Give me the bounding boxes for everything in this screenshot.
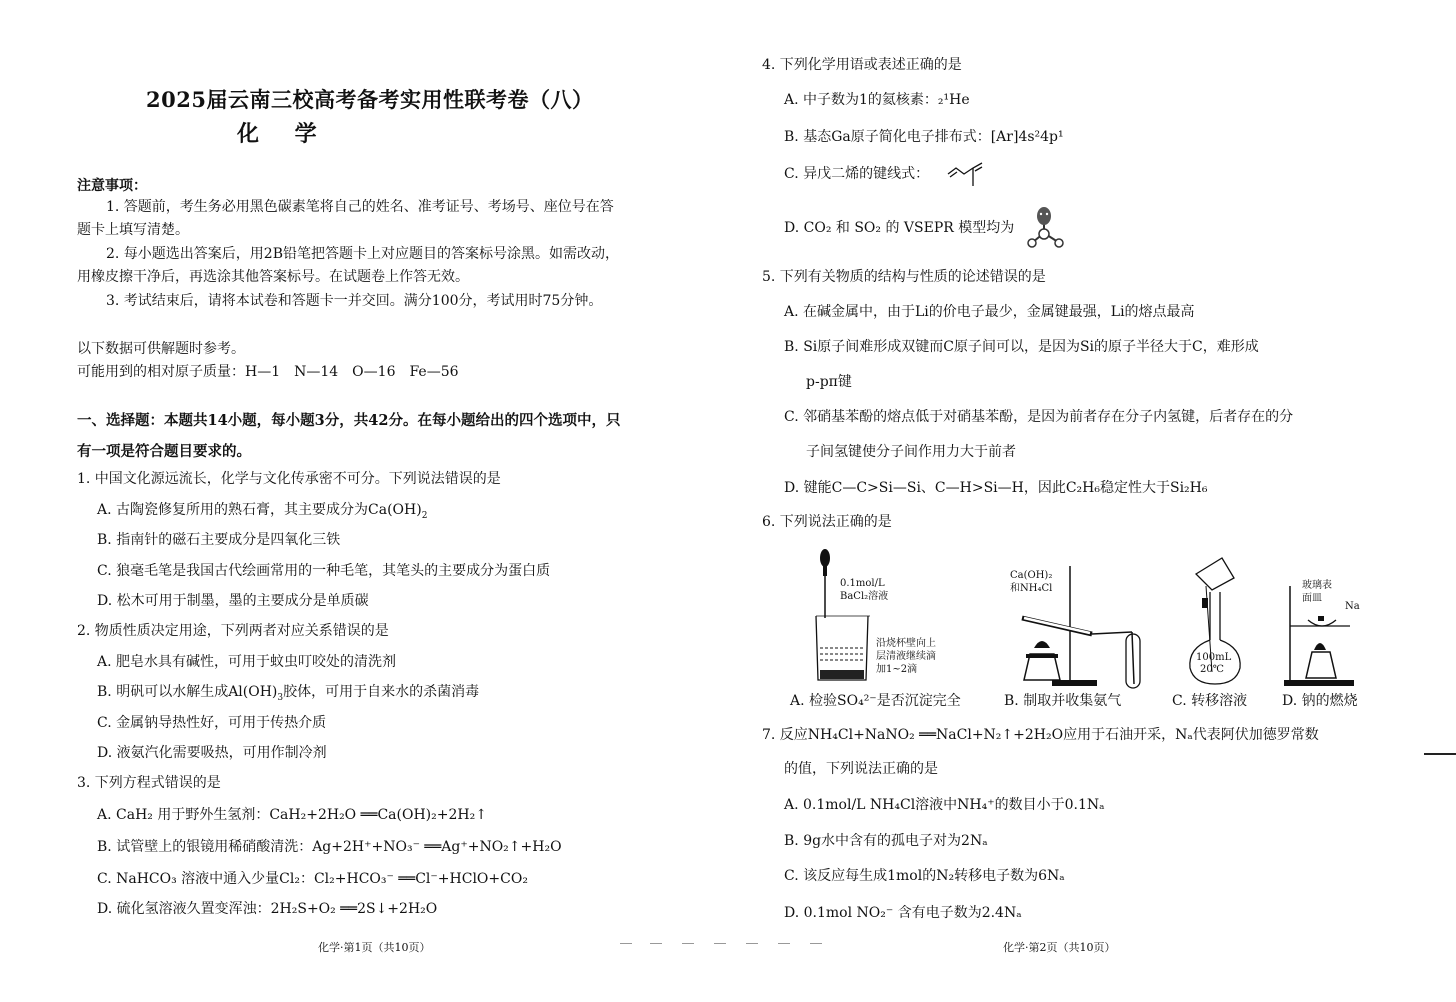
section-heading-cont: 有一项是符合题目要求的。 — [77, 443, 251, 460]
option-c: C. 狼毫毛笔是我国古代绘画常用的一种毛笔，其笔头的主要成分为蛋白质 — [97, 563, 551, 579]
option-d: D. CO₂ 和 SO₂ 的 VSEPR 模型均为 — [784, 220, 1015, 236]
question-stem: 1. 中国文化源远流长，化学与文化传承密不可分。下列说法错误的是 — [77, 471, 501, 487]
reference-line: 以下数据可供解题时参考。 — [77, 341, 245, 357]
option-d: D. 硫化氢溶液久置变浑浊：2H₂S+O₂ ══2S↓+2H₂O — [97, 901, 438, 917]
divider — [810, 943, 822, 944]
figure-caption: B. 制取并收集氨气 — [1004, 693, 1122, 709]
notice-line: 3. 考试结束后，请将本试卷和答题卡一并交回。满分100分，考试用时75分钟。 — [106, 293, 603, 309]
atomic-mass-line: 可能用到的相对原子质量：H—1 N—14 O—16 Fe—56 — [77, 364, 459, 380]
page-footer-right: 化学·第2页（共10页） — [1003, 941, 1116, 954]
notice-heading: 注意事项： — [77, 178, 147, 194]
page-title: 2025届云南三校高考备考实用性联考卷（八） — [146, 87, 594, 112]
option-b: B. 基态Ga原子简化电子排布式：[Ar]4s²4p¹ — [784, 129, 1064, 145]
option-a: A. 0.1mol/L NH₄Cl溶液中NH₄⁺的数目小于0.1Nₐ — [784, 797, 1105, 813]
vsepr-model-image — [1024, 205, 1070, 249]
notice-line: 用橡皮擦干净后，再选涂其他答案标号。在试题卷上作答无效。 — [77, 269, 469, 285]
figure-label: 100mL — [1196, 652, 1232, 663]
option-d: D. 松木可用于制墨，墨的主要成分是单质碳 — [97, 593, 369, 609]
figure-label: 玻璃表 — [1302, 580, 1332, 591]
figure-caption: D. 钠的燃烧 — [1282, 693, 1358, 709]
divider — [714, 943, 726, 944]
option-b: B. 指南针的磁石主要成分是四氧化三铁 — [97, 532, 341, 548]
notice-line: 题卡上填写清楚。 — [77, 222, 189, 238]
option-b-cont: p-pπ键 — [806, 374, 852, 390]
figure-caption: A. 检验SO₄²⁻是否沉淀完全 — [790, 693, 961, 709]
dropper-beaker-figure — [812, 548, 872, 688]
divider — [620, 943, 632, 944]
subject-title: 化 学 — [237, 121, 331, 147]
option-c: C. 该反应每生成1mol的N₂转移电子数为6Nₐ — [784, 868, 1065, 884]
question-stem: 6. 下列说法正确的是 — [762, 514, 892, 530]
option-b: B. 试管壁上的银镜用稀硝酸清洗：Ag+2H⁺+NO₃⁻ ══Ag⁺+NO₂↑+H₂O — [97, 839, 562, 855]
figure-label: 和NH₄Cl — [1010, 583, 1053, 594]
option-a: A. 在碱金属中，由于Li的价电子最少，金属键最强，Li的熔点最高 — [784, 304, 1195, 320]
figure-label: Na — [1345, 601, 1360, 612]
option-c: C. 异戊二烯的键线式： — [784, 166, 930, 182]
option-b: B. Si原子间难形成双键而C原子间可以，是因为Si的原子半径大于C，难形成 — [784, 339, 1259, 355]
question-stem-cont: 的值，下列说法正确的是 — [784, 761, 938, 777]
option-a: A. 肥皂水具有碱性，可用于蚊虫叮咬处的清洗剂 — [97, 654, 397, 670]
option-d: D. 键能C—C>Si—Si、C—H>Si—H，因此C₂H₆稳定性大于Si₂H₆ — [784, 480, 1208, 496]
question-stem: 3. 下列方程式错误的是 — [77, 775, 221, 791]
figure-label: 面皿 — [1302, 593, 1322, 604]
section-heading: 一、选择题：本题共14小题，每小题3分，共42分。在每小题给出的四个选项中，只 — [77, 412, 621, 429]
option-c-cont: 子间氢键使分子间作用力大于前者 — [806, 444, 1016, 460]
option-d: D. 液氨汽化需要吸热，可用作制冷剂 — [97, 745, 327, 761]
option-a: A. 中子数为1的氦核素：₂¹He — [784, 92, 970, 108]
isoprene-skeletal-formula — [946, 160, 986, 188]
figure-label: 0.1mol/L — [840, 578, 885, 589]
figure-label: BaCl₂溶液 — [840, 591, 889, 602]
figure-label: Ca(OH)₂ — [1010, 570, 1053, 581]
figure-note: 沿烧杯壁向上 — [876, 638, 936, 649]
option-b: B. 9g水中含有的孤电子对为2Nₐ — [784, 833, 988, 849]
divider — [778, 943, 790, 944]
option-c: C. 金属钠导热性好，可用于传热介质 — [97, 715, 327, 731]
option-c: C. NaHCO₃ 溶液中通入少量Cl₂：Cl₂+HCO₃⁻ ══Cl⁻+HClO+CO₂ — [97, 871, 528, 887]
divider — [650, 943, 662, 944]
figure-label: 20℃ — [1200, 664, 1224, 675]
option-a: A. 古陶瓷修复所用的熟石膏，其主要成分为$Ca(OH)_2$ — [97, 502, 428, 521]
divider — [682, 943, 694, 944]
option-c: C. 邻硝基苯酚的熔点低于对硝基苯酚，是因为前者存在分子内氢键，后者存在的分 — [784, 409, 1294, 425]
page-footer-left: 化学·第1页（共10页） — [318, 941, 431, 954]
subscript: 2 — [421, 510, 428, 521]
question-stem: 5. 下列有关物质的结构与性质的论述错误的是 — [762, 269, 1046, 285]
option-b: B. 明矾可以水解生成$Al(OH)_3$胶体，可用于自来水的杀菌消毒 — [97, 684, 480, 703]
margin-mark — [1424, 753, 1456, 755]
question-stem: 2. 物质性质决定用途，下列两者对应关系错误的是 — [77, 623, 389, 639]
notice-line: 2. 每小题选出答案后，用2B铅笔把答题卡上对应题目的答案标号涂黑。如需改动， — [106, 246, 620, 262]
option-a: A. CaH₂ 用于野外生氢剂：CaH₂+2H₂O ══Ca(OH)₂+2H₂↑ — [97, 807, 487, 823]
divider — [746, 943, 758, 944]
figure-note: 加1~2滴 — [876, 664, 918, 675]
question-stem: 4. 下列化学用语或表述正确的是 — [762, 57, 962, 73]
question-stem: 7. 反应NH₄Cl+NaNO₂ ══NaCl+N₂↑+2H₂O应用于石油开采，Nₐ代表阿伏加德罗常数 — [762, 727, 1319, 743]
option-d: D. 0.1mol NO₂⁻ 含有电子数为2.4Nₐ — [784, 905, 1022, 921]
figure-note: 层清液继续滴 — [876, 651, 936, 662]
notice-line: 1. 答题前，考生务必用黑色碳素笔将自己的姓名、准考证号、考场号、座位号在答 — [106, 199, 614, 215]
figure-caption: C. 转移溶液 — [1172, 693, 1248, 709]
